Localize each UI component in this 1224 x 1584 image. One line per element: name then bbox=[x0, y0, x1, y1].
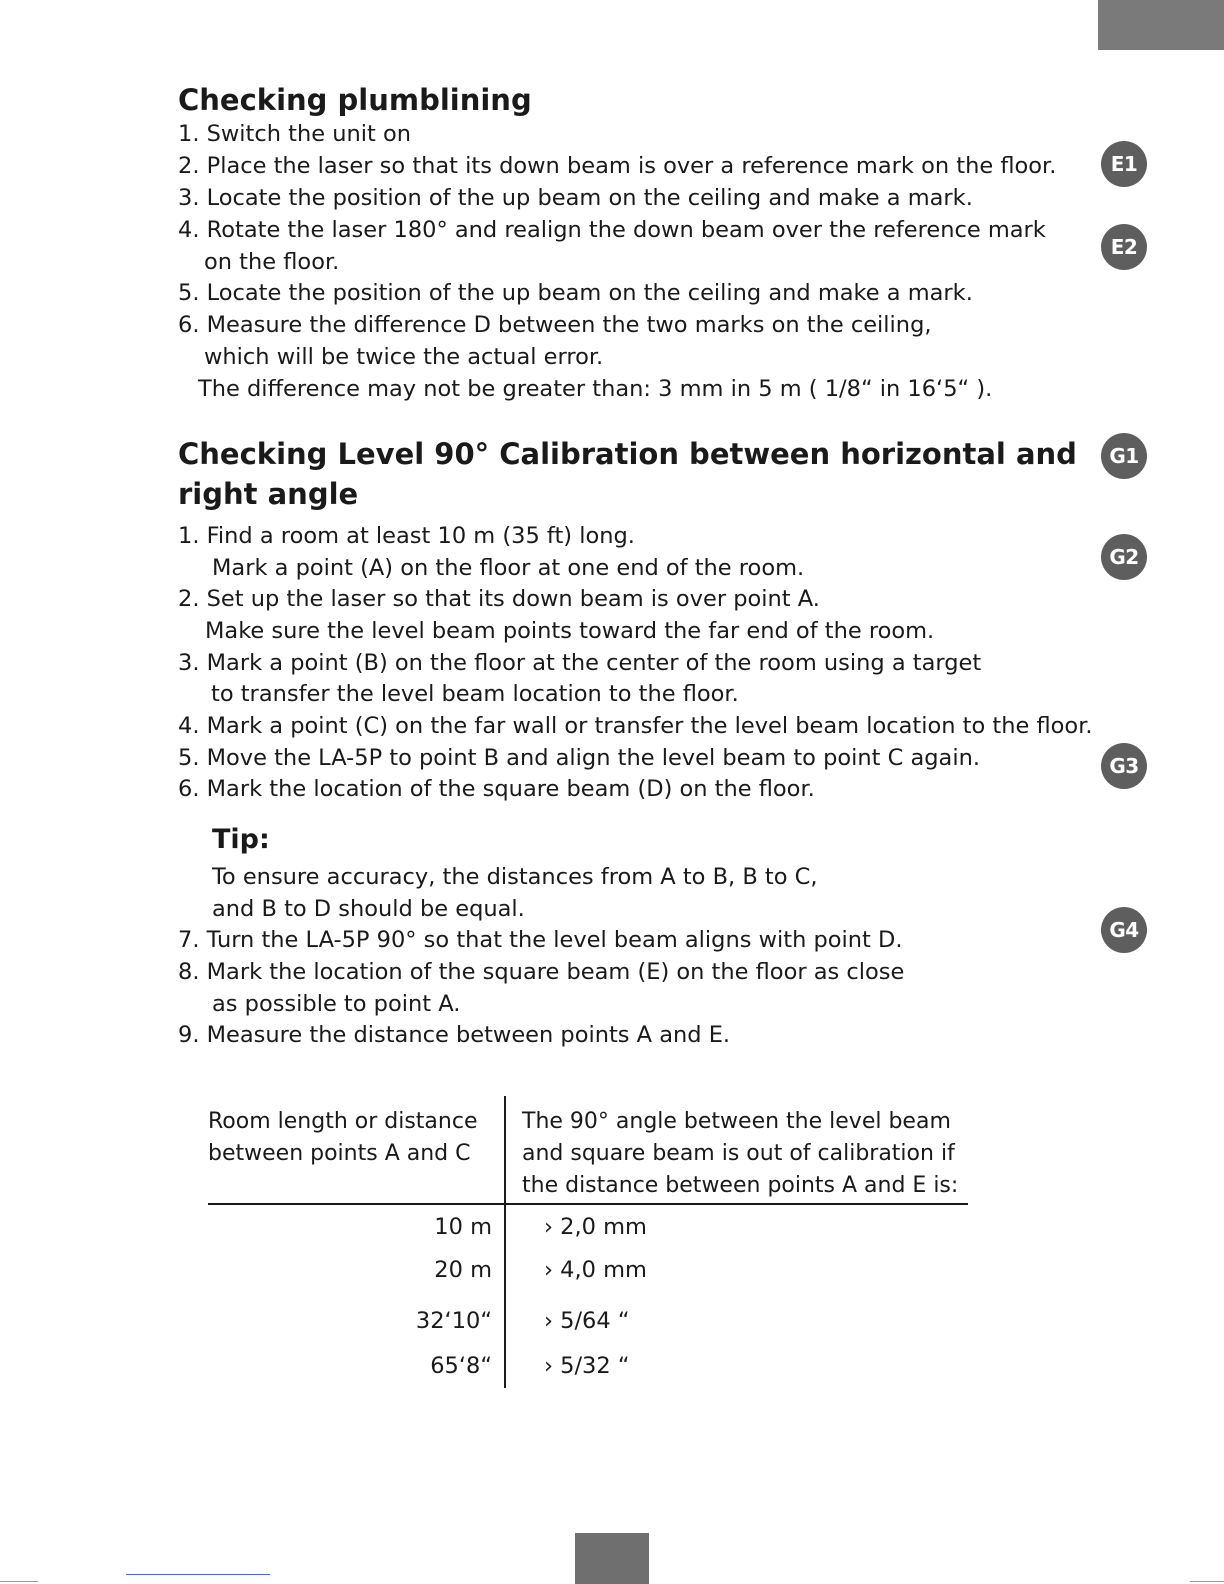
table-header-right bbox=[522, 1106, 972, 1202]
section-calibration-title-line2: right angle bbox=[178, 477, 359, 511]
table-header-left-line2: between points A and C bbox=[208, 1141, 471, 1166]
plumb-step-1: 1. Switch the unit on bbox=[178, 121, 412, 147]
calib-step-6: 6. Mark the location of the square beam (D) on the floor. bbox=[178, 776, 815, 802]
calib-step-3-cont: to transfer the level beam location to the floor. bbox=[211, 681, 739, 707]
section-calibration-title-line1: Checking Level 90° Calibration between horizontal and bbox=[178, 437, 1077, 471]
calib-step-2: 2. Set up the laser so that its down beam is over point A. bbox=[178, 586, 820, 612]
table-row-1-length: 10 m bbox=[434, 1214, 492, 1240]
table-row-4-tolerance: › 5/32 “ bbox=[544, 1353, 630, 1379]
plumb-step-4: 4. Rotate the laser 180° and realign the down beam over the reference mark bbox=[178, 217, 1046, 243]
calib-step-8-cont: as possible to point A. bbox=[212, 991, 461, 1017]
calib-step-7: 7. Turn the LA-5P 90° so that the level beam aligns with point D. bbox=[178, 927, 903, 953]
calib-step-4: 4. Mark a point (C) on the far wall or transfer the level beam location to the floor. bbox=[178, 713, 1093, 739]
calib-step-9: 9. Measure the distance between points A and E. bbox=[178, 1022, 731, 1048]
table-header-right-line1: The 90° angle between the level beam bbox=[522, 1109, 951, 1134]
table-row-3-length: 32‘10“ bbox=[415, 1308, 492, 1334]
footer-link-line bbox=[126, 1574, 270, 1575]
plumb-step-2: 2. Place the laser so that its down beam is over a reference mark on the floor. bbox=[178, 153, 1057, 179]
plumb-step-6: 6. Measure the difference D between the two marks on the ceiling, bbox=[178, 312, 932, 338]
tip-line-1: To ensure accuracy, the distances from A to B, B to C, bbox=[212, 864, 818, 890]
tip-line-2: and B to D should be equal. bbox=[212, 896, 525, 922]
section-plumblining-title: Checking plumblining bbox=[178, 83, 532, 117]
tip-title: Tip: bbox=[212, 824, 270, 855]
badge-g4: G4 bbox=[1101, 907, 1147, 953]
badge-e2: E2 bbox=[1101, 224, 1147, 270]
plumb-step-4-cont: on the floor. bbox=[204, 249, 340, 275]
calib-step-1: 1. Find a room at least 10 m (35 ft) long. bbox=[178, 523, 635, 549]
table-header-right-line3: the distance between points A and E is: bbox=[522, 1173, 959, 1198]
table-header-left-line1: Room length or distance bbox=[208, 1109, 478, 1134]
plumb-step-3: 3. Locate the position of the up beam on the ceiling and make a mark. bbox=[178, 185, 973, 211]
badge-g3: G3 bbox=[1101, 743, 1147, 789]
table-header-left bbox=[208, 1106, 498, 1170]
plumb-step-6-cont: which will be twice the actual error. bbox=[204, 344, 604, 370]
table-header-right-line2: and square beam is out of calibration if bbox=[522, 1141, 955, 1166]
table-row-1-tolerance: › 2,0 mm bbox=[544, 1214, 647, 1240]
edge-line-left bbox=[0, 1581, 38, 1582]
plumb-tolerance: The difference may not be greater than: 3 mm in 5 m ( 1/8“ in 16‘5“ ). bbox=[198, 376, 993, 402]
page-number-tab bbox=[575, 1533, 649, 1584]
table-vertical-divider bbox=[504, 1096, 506, 1388]
corner-tab bbox=[1098, 0, 1224, 50]
table-row-4-length: 65‘8“ bbox=[430, 1353, 492, 1379]
calib-step-1-cont: Mark a point (A) on the floor at one end of the room. bbox=[212, 555, 805, 581]
calib-step-2-cont: Make sure the level beam points toward the far end of the room. bbox=[205, 618, 935, 644]
table-row-3-tolerance: › 5/64 “ bbox=[544, 1308, 630, 1334]
table-row-2-length: 20 m bbox=[434, 1257, 492, 1283]
table-row-2-tolerance: › 4,0 mm bbox=[544, 1257, 647, 1283]
calib-step-8: 8. Mark the location of the square beam (E) on the floor as close bbox=[178, 959, 905, 985]
badge-g1: G1 bbox=[1101, 433, 1147, 479]
calib-step-5: 5. Move the LA-5P to point B and align the level beam to point C again. bbox=[178, 745, 980, 771]
plumb-step-5: 5. Locate the position of the up beam on the ceiling and make a mark. bbox=[178, 280, 973, 306]
calib-step-3: 3. Mark a point (B) on the floor at the center of the room using a target bbox=[178, 650, 982, 676]
badge-g2: G2 bbox=[1101, 534, 1147, 580]
table-header-divider bbox=[208, 1203, 968, 1205]
edge-line-right bbox=[1190, 1581, 1224, 1582]
badge-e1: E1 bbox=[1101, 141, 1147, 187]
